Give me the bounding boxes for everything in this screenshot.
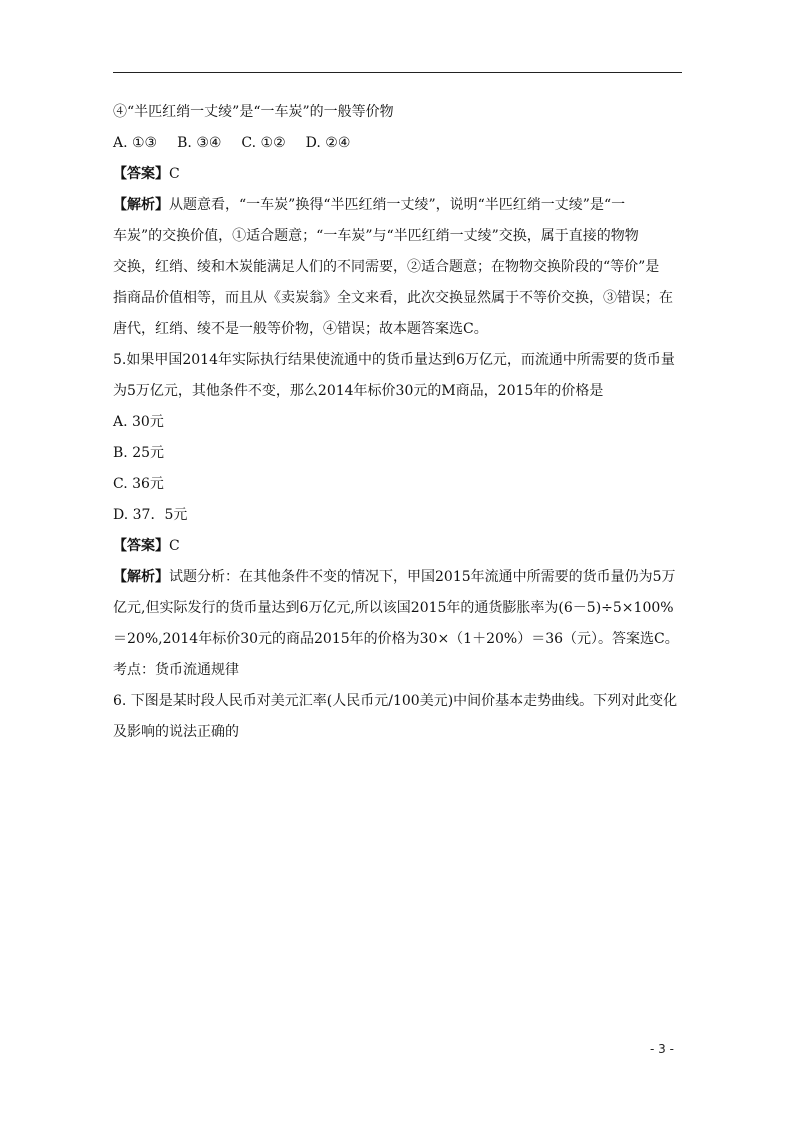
q4-analysis-line: 唐代，红绡、绫不是一般等价物，④错误；故本题答案选C。 (113, 321, 488, 337)
q4-options (113, 128, 683, 159)
q4-answer (113, 159, 683, 190)
q4-analysis-line (113, 190, 683, 221)
q5-analysis-line: ＝20%,2014年标价30元的商品2015年的价格为30×（1＋20%）＝36（元）。答案选C。 (113, 631, 679, 647)
q4-option-c: C. ①② (241, 135, 286, 151)
q5-answer-tag: 【答案】 (113, 538, 169, 554)
q6-stem-line: 6. 下图是某时段人民币对美元汇率(人民币元/100美元)中间价基本走势曲线。下列对此变化 (113, 693, 678, 709)
q4-analysis-tag: 【解析】 (113, 197, 169, 213)
q6-stem-line: 及影响的说法正确的 (113, 724, 239, 740)
q5-stem-line: 为5万亿元，其他条件不变，那么2014年标价30元的M商品，2015年的价格是 (113, 383, 604, 399)
q5-analysis-line (113, 562, 683, 593)
q4-analysis-line: 交换，红绡、绫和木炭能满足人们的不同需要，②适合题意；在物物交换阶段的“等价”是 (113, 259, 660, 275)
q4-analysis-text: 从题意看，“一车炭”换得“半匹红绡一丈绫”，说明“半匹红绡一丈绫”是“一 (169, 197, 626, 213)
q4-option-d: D. ②④ (305, 135, 351, 151)
q4-analysis-line: 车炭”的交换价值，①适合题意；“一车炭”与“半匹红绡一丈绫”交换，属于直接的物物 (113, 228, 639, 244)
q4-analysis-line: 指商品价值相等，而且从《卖炭翁》全文来看，此次交换显然属于不等价交换，③错误；在 (113, 290, 673, 306)
page-content (113, 97, 683, 748)
q5-kaodian: 考点：货币流通规律 (113, 662, 239, 678)
q5-option-b: B. 25元 (113, 445, 165, 461)
q5-answer (113, 531, 683, 562)
q4-option-a: A. ①③ (113, 135, 158, 151)
q5-analysis-text: 试题分析：在其他条件不变的情况下，甲国2015年流通中所需要的货币量仍为5万 (169, 569, 676, 585)
q5-option-c: C. 36元 (113, 476, 164, 492)
q5-stem-line: 5.如果甲国2014年实际执行结果使流通中的货币量达到6万亿元，而流通中所需要的货币量 (113, 352, 675, 368)
q5-option-d: D. 37．5元 (113, 507, 188, 523)
q5-option-a: A. 30元 (113, 414, 164, 430)
q4-item4: ④“半匹红绡一丈绫”是“一车炭”的一般等价物 (113, 104, 394, 120)
q5-analysis-tag: 【解析】 (113, 569, 169, 585)
page-number: - 3 - (650, 1042, 674, 1056)
header-rule (113, 72, 682, 73)
q4-answer-value: C (169, 166, 180, 182)
q5-answer-value: C (169, 538, 180, 554)
q5-analysis-line: 亿元,但实际发行的货币量达到6万亿元,所以该国2015年的通货膨胀率为(6－5)÷5×100% (113, 600, 674, 616)
q4-option-b: B. ③④ (177, 135, 222, 151)
q4-answer-tag: 【答案】 (113, 166, 169, 182)
